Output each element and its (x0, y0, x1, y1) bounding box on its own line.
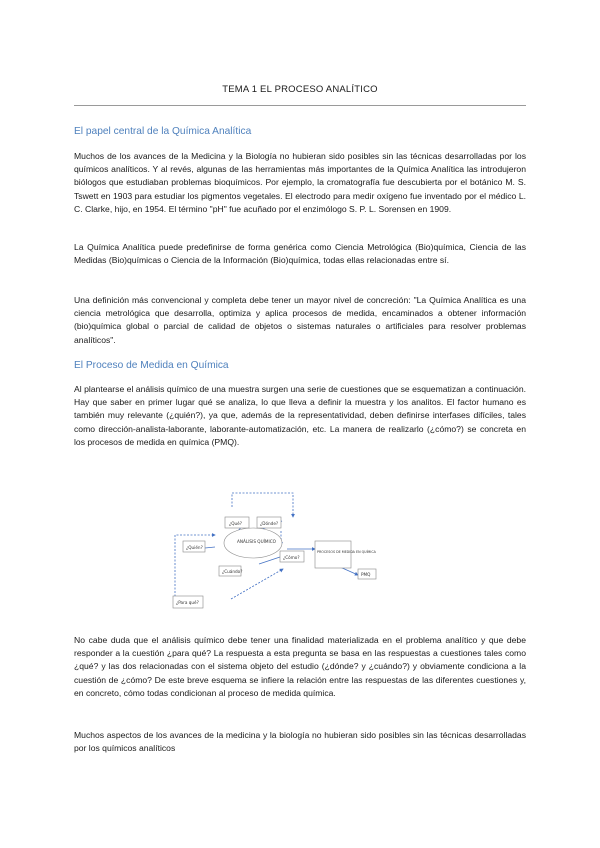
diagram-label-donde: ¿Dónde? (260, 521, 279, 526)
diagram-label-paraque: ¿Para qué? (176, 600, 199, 605)
page-title: TEMA 1 EL PROCESO ANALÍTICO (222, 84, 378, 95)
paragraph-6: Muchos aspectos de los avances de la medicina y la biología no hubieran sido posibles sin las técnicas desarrolladas por los químicos analíticos (74, 730, 526, 754)
diagram-label-pmq-short: PMQ (361, 572, 371, 577)
paragraph-3: Una definición más convencional y completa debe tener un mayor nivel de concreción: "La Química Analítica es una ciencia metrológica que desarrolla, optimiza y aplica procesos de medida, encaminados a obtener información (bio)química global o parcial de calidad de objetos o sistemas naturales o artificiales para resolver problemas analíticos". (74, 295, 526, 345)
process-diagram (165, 487, 435, 612)
diagram-box-pmq (315, 541, 351, 568)
paragraph-1: Muchos de los avances de la Medicina y la Biología no hubieran sido posibles sin las técnicas desarrolladas por los químicos analíticos. Y al revés, algunas de las herramientas más importantes de la Química Analítica las introdujeron biólogos que estudiaban problemas bioquímicos. Por ejemplo, la cromatografía fue descubierta por el botánico M. S. Tswett en 1903 para estudiar los pigmentos vegetales. El electrodo para medir oxígeno fue inventado por el médico L. C. Clarke, hijo, en 1954. El término "pH" fue acuñado por el enzimólogo S. P. L. Sorensen en 1909. (74, 151, 526, 214)
diagram-label-analisis: ANÁLISIS QUÍMICO (237, 539, 276, 544)
section-heading-2: El Proceso de Medida en Química (74, 360, 229, 371)
diagram-label-que: ¿Qué? (229, 521, 242, 526)
diagram-label-cuando: ¿Cuándo? (222, 569, 243, 574)
paragraph-2: La Química Analítica puede predefinirse de forma genérica como Ciencia Metrológica (Bio)química, Ciencia de las Medidas (Bio)químicas o Ciencia de la Información (Bio)química, todas ellas relacionadas entre sí. (74, 242, 526, 266)
diagram-label-como: ¿Cómo? (283, 555, 300, 560)
paragraph-4: Al plantearse el análisis químico de una muestra surgen una serie de cuestiones que se esquematizan a continuación. Hay que saber en primer lugar qué se analiza, lo que lleva a definir la muestra y los analitos. El factor humano es también muy relevante (¿quién?), ya que, además de la representatividad, deben definirse interfases difíciles, tales como dirección-analista-laborante, laborante-automatización, etc. La manera de realizarlo (¿cómo?) se concreta en los procesos de medida en química (PMQ). (74, 384, 526, 447)
diagram-label-pmq: PROCESOS DE MEDIDA EN QUÍMICA (317, 550, 376, 554)
paragraph-5: No cabe duda que el análisis químico debe tener una finalidad materializada en el problema analítico y que debe responder a la cuestión ¿para qué? La respuesta a esta pregunta se basa en las respuestas a cuestiones tales como ¿qué? y las dos relacionadas con el sistema objeto del estudio (¿dónde? y ¿cuándo?) y obviamente condiciona a la cuestión de ¿cómo? De este breve esquema se infiere la relación entre las respuestas de las diferentes cuestiones y, en concreto, cómo todas condicionan al proceso de medida química. (74, 635, 526, 698)
section-heading-1: El papel central de la Química Analítica (74, 126, 252, 137)
diagram-label-quien: ¿Quién? (186, 545, 203, 550)
title-divider (74, 105, 526, 106)
